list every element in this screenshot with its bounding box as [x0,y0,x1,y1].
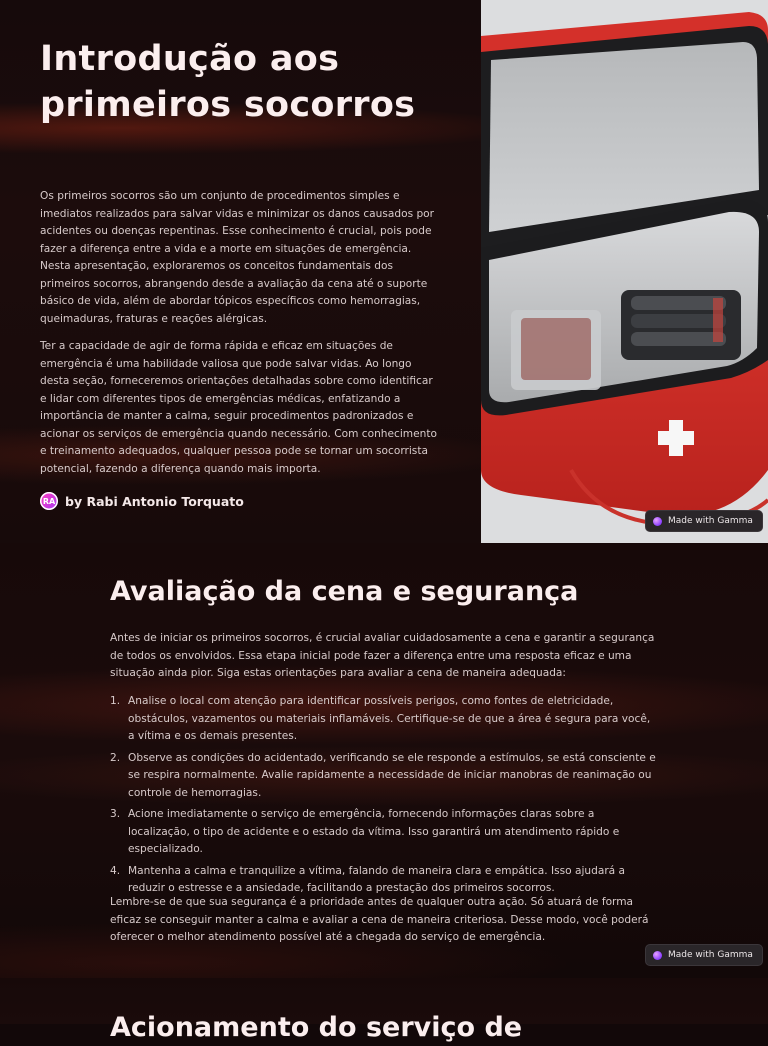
author-byline[interactable] [40,492,244,510]
list-item [110,806,658,859]
gamma-logo-icon [653,517,662,526]
steps-list [110,693,658,902]
intro-paragraph: Antes de iniciar os primeiros socorros, é crucial avaliar cuidadosamente a cena e garantir a segurança de todos os envolvidos. Essa etapa inicial pode fazer a diferença entre uma resposta eficaz e uma situação ainda pior. Siga estas orientações para avaliar a cena de maneira adequada: [110,632,655,679]
badge-label: Made with Gamma [668,516,753,526]
avatar: RA [40,492,58,510]
list-number: 1. [110,695,121,707]
first-aid-kit-image [481,0,768,543]
list-number: 4. [110,864,121,877]
made-with-gamma-badge[interactable] [645,944,763,966]
list-text: Mantenha a calma e tranquilize a vítima, falando de maneira clara e empática. Isso ajudará a reduzir o estresse e a ansiedade, facilitando a prestação dos primeiros socorros. [128,864,626,894]
list-item [110,750,658,803]
author-name: by Rabi Antonio Torquato [65,493,244,509]
slide-title: Introdução aos primeiros socorros [40,39,416,125]
list-item [110,863,658,898]
paragraph: Ter a capacidade de agir de forma rápida e eficaz em situações de emergência é uma habilidade valiosa que pode salvar vidas. Ao longo desta seção, forneceremos orientações detalhadas sobre como identificar e lidar com diferentes tipos de emergências médicas, enfatizando a importância de manter a calma, seguir procedimentos padronizados e acionar os serviços de emergência quando necessário. Com conhecimento e treinamento adequados, qualquer pessoa pode se tornar um socorrista potencial, fazendo a diferença quando mais importa. [40,340,437,475]
list-number: 2. [110,751,121,764]
slide-title: Acionamento do serviço de [110,1012,523,1043]
made-with-gamma-badge[interactable] [645,510,763,532]
list-text: Analise o local com atenção para identificar possíveis perigos, como fontes de eletricidade, obstáculos, vazamentos ou materiais inflamáveis. Certifique-se de que a área é segura para você, a vítima e os demais presentes. [128,695,651,742]
first-aid-kit-illustration [481,0,768,543]
gamma-logo-icon [653,951,662,960]
list-number: 3. [110,808,121,820]
list-item [110,693,658,746]
badge-label: Made with Gamma [668,950,753,960]
list-text: Observe as condições do acidentado, verificando se ele responde a estímulos, se está consciente e se respira normalmente. Avalie rapidamente a necessidade de iniciar manobras de reanimação ou controle de hemorragias. [128,751,656,799]
slide-body [40,188,442,488]
slide-emergency-call [0,978,768,1043]
paragraph: Os primeiros socorros são um conjunto de procedimentos simples e imediatos realizados para salvar vidas e minimizar os danos causados por acidentes ou doenças repentinas. Esse conhecimento é crucial, pois pode fazer a diferença entre a vida e a morte em situações de emergência. Nesta apresentação, exploraremos os conceitos fundamentais dos primeiros socorros, abrangendo desde a avaliação da cena até o suporte básico de vida, além de abordar tópicos específicos como hemorragias, queimaduras, fraturas e reações alérgicas. [40,190,435,325]
slide-title: Avaliação da cena e segurança [110,576,579,607]
list-text: Acione imediatamente o serviço de emergência, fornecendo informações claras sobre a localização, o tipo de acidente e o estado da vítima. Isso garantirá um atendimento rápido e especializado. [128,808,620,855]
closing-paragraph: Lembre-se de que sua segurança é a prioridade antes de qualquer outra ação. Só atuará de forma eficaz se conseguir manter a calma e avaliar a cena de maneira criteriosa. Desse modo, você poderá oferecer o melhor atendimento possível até a chegada do serviço de emergência. [110,896,649,943]
slide-scene-assessment [0,543,768,978]
